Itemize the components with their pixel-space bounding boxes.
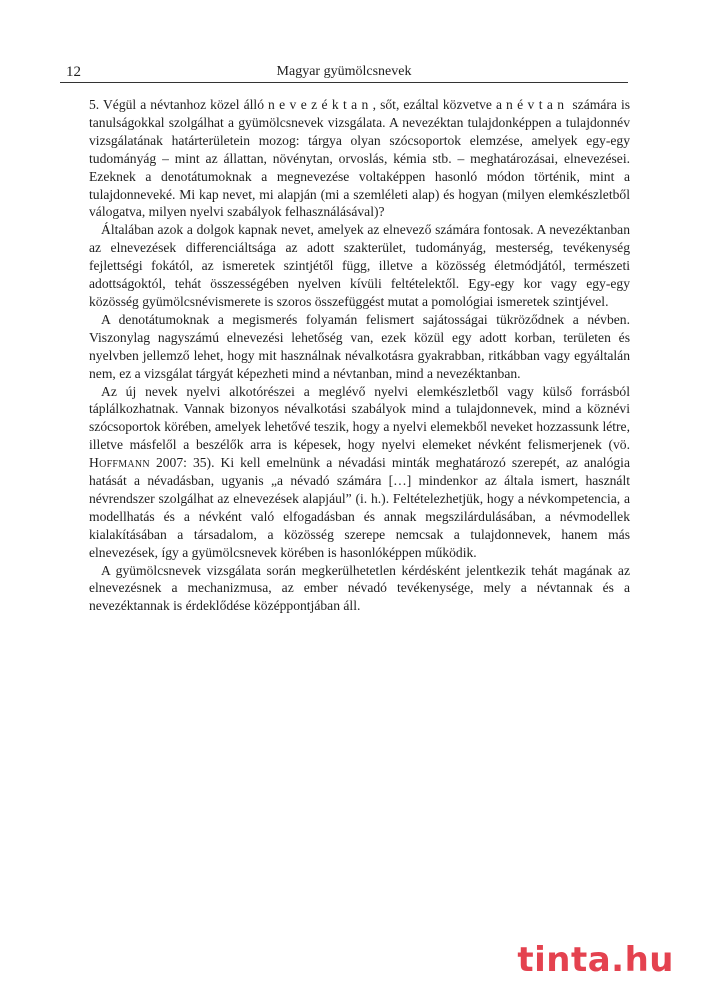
term-nevezektan: nevezéktan bbox=[268, 97, 373, 112]
paragraph-1-mid: , sőt, ezáltal közvetve a bbox=[372, 97, 507, 112]
running-title: Magyar gyümölcsnevek bbox=[276, 64, 412, 79]
citation-author: Hoffmann bbox=[89, 455, 150, 471]
term-nevtan: névtan bbox=[506, 97, 569, 112]
paragraph-1 bbox=[89, 96, 630, 221]
paragraph-1-lead: 5. Végül a névtanhoz közel álló bbox=[89, 97, 269, 112]
page-header bbox=[60, 58, 628, 83]
paragraph-4-lead: Az új nevek nyelvi alkotórészei a meglévő nyelvi elemkészletből vagy külső forrásból táplálkozhatnak. Vannak bizonyos névalkotási szabályok mind a tulajdonnevek, mind a köznévi szócsoportok körében, amelyek lehetővé teszik, hogy a nyelvi elemekből neveket hozzassunk létre, illetve másfelől a beszélők arra is képesek, hogy nyelvi elemeket névként felismerjenek (vö. bbox=[89, 383, 630, 453]
page-number: 12 bbox=[66, 64, 81, 80]
watermark-logo: tinta.hu bbox=[517, 940, 674, 980]
body-text bbox=[89, 96, 630, 615]
paragraph-1-rest: számára is tanulságokkal szolgálhat a gyümölcsnevek vizsgálata. A nevezéktan tulajdonképpen a tulajdonnév vizsgálatának határterületein mozog: tárgya olyan szócsoportok elemzése, amelyek egy-egy tudományág – mint az állattan, növénytan, orvoslás, kémia stb. – meghatározásai, elnevezései. Ezeknek a denotátumoknak a megnevezése voltaképpen hasonló módon történik, mint a tulajdonneveké. Mi kap nevet, mi alapján (mi a szemléleti alap) és hogyan (milyen elemkészletből válogatva, milyen nyelvi szabályok felhasználásával)? bbox=[89, 97, 631, 220]
paragraph-3: A denotátumoknak a megismerés folyamán felismert sajátosságai tükröződnek a névben. Viszonylag nagyszámú elnevezési lehetőség van, ezek közül egy adott korban, területen és nyelvben jellemző lehet, hogy mit használnak névalkotásra gyakrabban, ritkábban vagy egyáltalán nem, ez a vizsgálat tárgyát képezheti mind a névtanban, mind a nevezéktanban. bbox=[89, 311, 630, 381]
paragraph-2: Általában azok a dolgok kapnak nevet, amelyek az elnevező számára fontosak. A nevezéktanban az elnevezések differenciáltsága az adott szakterület, tudományág, mesterség, tevékenység fejlettségi fokától, az ismeretek szintjétől függ, illetve a közösség életmódjától, természeti adottságoktól, tehát összességében nyelven kívüli feltételektől. Egy-egy kor vagy egy-egy közösség gyümölcsnévismerete is szoros összefüggést mutat a pomológiai ismeretek szintjével. bbox=[89, 222, 630, 309]
paragraph-4 bbox=[89, 383, 630, 562]
paragraph-4-rest: 2007: 35). Ki kell emelnünk a névadási minták meghatározó szerepét, az analógia hatását a névadásban, ugyanis „a névadó számára […] mindenkor az általa ismert, használt névrendszer szolgálhat az elnevezések alapjául” (i. h.). Feltételezhetjük, hogy a névkompetencia, a modellhatás és a névként való elfogadásban és annak megszilárdulásában, a névmodellek kialakításában a társadalom, a közösség szerepe nemcsak a tulajdonnevek, hanem más elnevezések, így a gyümölcsnevek körében is hasonlóképpen működik. bbox=[89, 455, 630, 560]
paragraph-5: A gyümölcsnevek vizsgálata során megkerülhetetlen kérdésként jelentkezik tehát magának az elnevezésnek a mechanizmusa, az ember névadó tevékenysége, mely a névtannak és a nevezéktannak is érdeklődése középpontjában áll. bbox=[89, 562, 630, 614]
